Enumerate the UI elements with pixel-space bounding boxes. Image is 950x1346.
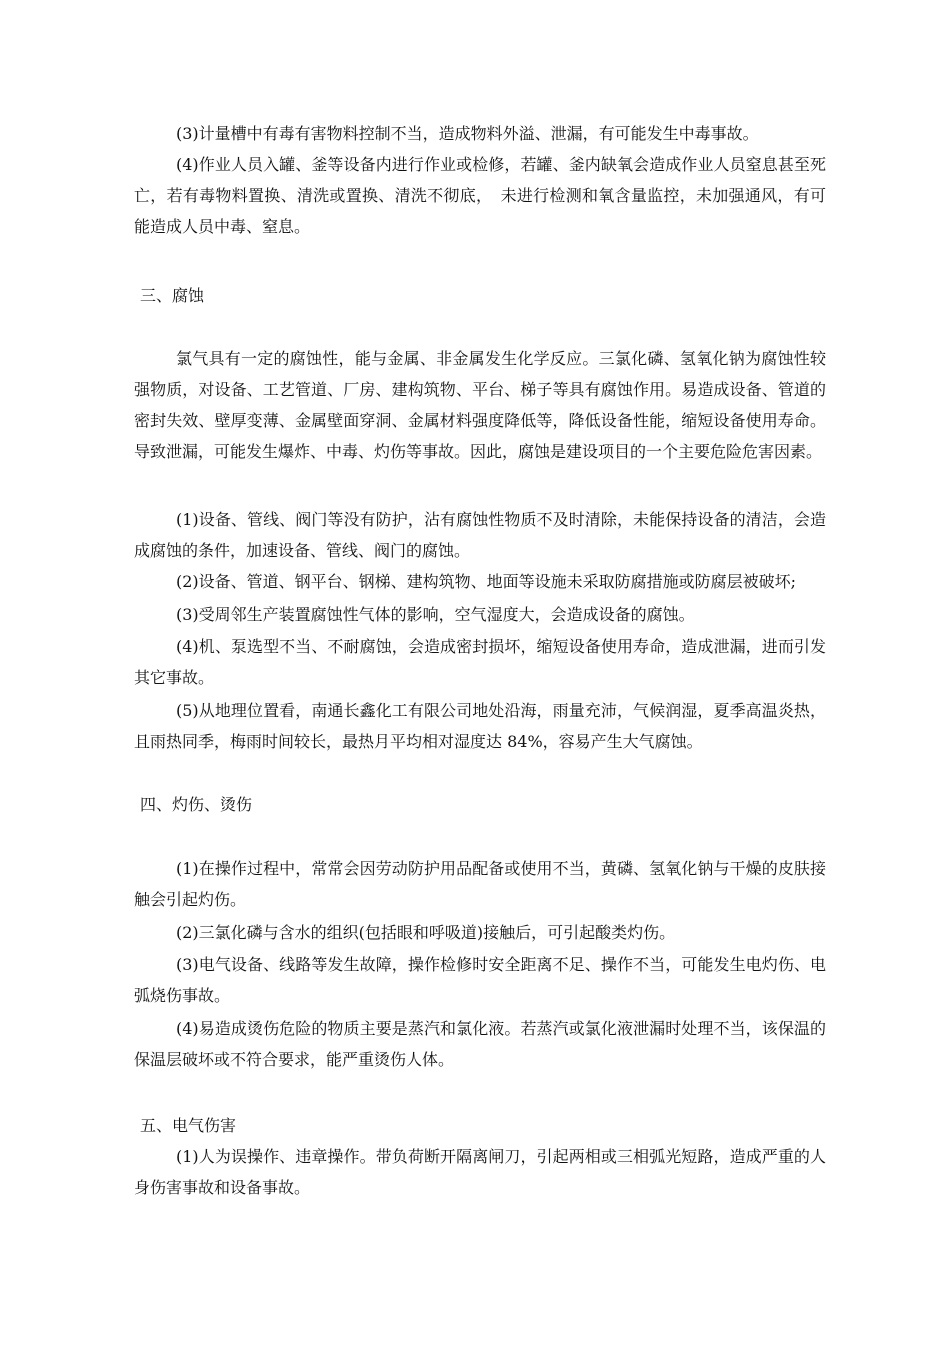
paragraph-item-4-tank-entry: (4)作业人员入罐、釜等设备内进行作业或检修，若罐、釜内缺氧会造成作业人员窒息甚至死亡，若有毒物料置换、清洗或置换、清洗不彻底， 未进行检测和氧含量监控，未加强通风，有可能造成人员中毒、窒息。	[134, 155, 826, 236]
section-heading-corrosion: 三、腐蚀	[140, 286, 205, 305]
section-heading-electrical-injury: 五、电气伤害	[140, 1116, 237, 1135]
paragraph-item-3-metering-tank: (3)计量槽中有毒有害物料控制不当，造成物料外溢、泄漏，有可能发生中毒事故。	[176, 124, 759, 143]
paragraph-corrosion-item-4: (4)机、泵选型不当、不耐腐蚀，会造成密封损坏，缩短设备使用寿命，造成泄漏，进而引发其它事故。	[134, 637, 826, 687]
paragraph-corrosion-item-1: (1)设备、管线、阀门等没有防护，沾有腐蚀性物质不及时清除，未能保持设备的清洁，会造成腐蚀的条件，加速设备、管线、阀门的腐蚀。	[134, 510, 826, 560]
paragraph-electrical-item-1: (1)人为误操作、违章操作。带负荷断开隔离闸刀，引起两相或三相弧光短路，造成严重的人身伤害事故和设备事故。	[134, 1147, 826, 1197]
paragraph-corrosion-intro: 氯气具有一定的腐蚀性，能与金属、非金属发生化学反应。三氯化磷、氢氧化钠为腐蚀性较强物质，对设备、工艺管道、厂房、建构筑物、平台、梯子等具有腐蚀作用。易造成设备、管道的密封失效、壁厚变薄、金属壁面穿洞、金属材料强度降低等，降低设备性能，缩短设备使用寿命。导致泄漏，可能发生爆炸、中毒、灼伤等事故。因此，腐蚀是建设项目的一个主要危险危害因素。	[134, 349, 826, 461]
paragraph-burns-item-1: (1)在操作过程中，常常会因劳动防护用品配备或使用不当，黄磷、氢氧化钠与干燥的皮肤接触会引起灼伤。	[134, 859, 826, 909]
paragraph-corrosion-item-3: (3)受周邻生产装置腐蚀性气体的影响，空气湿度大，会造成设备的腐蚀。	[176, 605, 695, 624]
paragraph-corrosion-item-5: (5)从地理位置看，南通长鑫化工有限公司地处沿海，雨量充沛，气候润湿，夏季高温炎热，且雨热同季，梅雨时间较长，最热月平均相对湿度达 84%，容易产生大气腐蚀。	[134, 701, 826, 751]
paragraph-burns-item-4: (4)易造成烫伤危险的物质主要是蒸汽和氯化液。若蒸汽或氯化液泄漏时处理不当，该保温的保温层破坏或不符合要求，能严重烫伤人体。	[134, 1019, 826, 1069]
section-heading-burns: 四、灼伤、烫伤	[140, 795, 253, 814]
paragraph-corrosion-item-2: (2)设备、管道、钢平台、钢梯、建构筑物、地面等设施未采取防腐措施或防腐层被破坏;	[176, 572, 797, 591]
paragraph-burns-item-3: (3)电气设备、线路等发生故障，操作检修时安全距离不足、操作不当，可能发生电灼伤、电弧烧伤事故。	[134, 955, 826, 1005]
paragraph-burns-item-2: (2)三氯化磷与含水的组织(包括眼和呼吸道)接触后，可引起酸类灼伤。	[176, 923, 676, 942]
